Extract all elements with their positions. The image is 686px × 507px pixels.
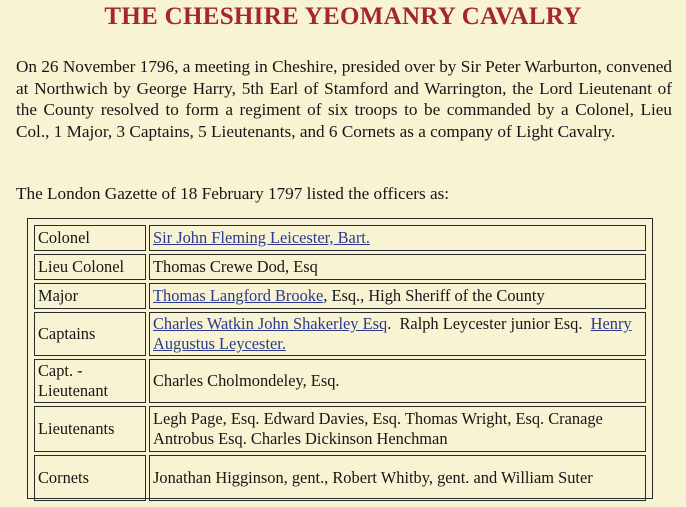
officer-cell (149, 359, 646, 403)
officer-link-leicester[interactable]: Sir John Fleming Leicester, Bart. (153, 228, 370, 247)
officer-cell (149, 225, 646, 251)
table-row-capt-lieutenant (34, 359, 646, 403)
table-row-lieu-colonel (34, 254, 646, 280)
table-row-lieutenants (34, 406, 646, 452)
officer-cell (149, 254, 646, 280)
officer-link-shakerley[interactable]: Charles Watkin John Shakerley Esq (153, 314, 388, 333)
officer-text: Thomas Crewe Dod, Esq (153, 257, 318, 276)
officer-cell (149, 406, 646, 452)
rank-label: Captains (38, 324, 96, 343)
officer-cell (149, 455, 646, 501)
officer-text: Legh Page, Esq. Edward Davies, Esq. Thomas Wright, Esq. Cranage Antrobus Esq. Charles Dickinson Henchman (153, 409, 603, 448)
officer-text: . Ralph Leycester junior Esq. (387, 314, 591, 333)
rank-label: Cornets (38, 468, 89, 487)
rank-cell (34, 254, 146, 280)
officer-text: Charles Cholmondeley, Esq. (153, 371, 340, 390)
officers-table-frame (27, 218, 653, 499)
table-row-colonel (34, 225, 646, 251)
officer-text: Jonathan Higginson, gent., Robert Whitby, gent. and William Suter (153, 468, 593, 487)
table-row-major (34, 283, 646, 309)
table-row-captains (34, 312, 646, 356)
rank-label: Lieutenants (38, 419, 115, 438)
rank-cell (34, 283, 146, 309)
rank-cell (34, 455, 146, 501)
officer-cell (149, 283, 646, 309)
page-title: THE CHESHIRE YEOMANRY CAVALRY (104, 3, 582, 30)
rank-label-line2: Lieutenant (38, 381, 109, 400)
officer-link-leycester[interactable]: Henry Augustus Leycester. (153, 314, 632, 353)
rank-label: Major (38, 286, 79, 305)
gazette-paragraph: The London Gazette of 18 February 1797 listed the officers as: (16, 184, 450, 203)
rank-cell (34, 312, 146, 356)
table-row-cornets (34, 455, 646, 501)
rank-label: Colonel (38, 228, 90, 247)
rank-cell (34, 359, 146, 403)
rank-label: Lieu Colonel (38, 257, 125, 276)
officer-cell (149, 312, 646, 356)
officer-text: , Esq., High Sheriff of the County (323, 286, 545, 305)
rank-cell (34, 406, 146, 452)
intro-paragraph: On 26 November 1796, a meeting in Cheshire, presided over by Sir Peter Warburton, convened at Northwich by George Harry, 5th Earl of Stamford and Warrington, the Lord Lieutenant of the County resolved to form a regiment of six troops to be commanded by a Colonel, Lieu Col., 1 Major, 3 Captains, 5 Lieutenants, and 6 Cornets as a company of Light Cavalry. (16, 57, 672, 141)
rank-cell (34, 225, 146, 251)
rank-label-line1: Capt. - (38, 361, 83, 380)
officers-table (31, 222, 649, 504)
officer-link-brooke[interactable]: Thomas Langford Brooke (153, 286, 324, 305)
